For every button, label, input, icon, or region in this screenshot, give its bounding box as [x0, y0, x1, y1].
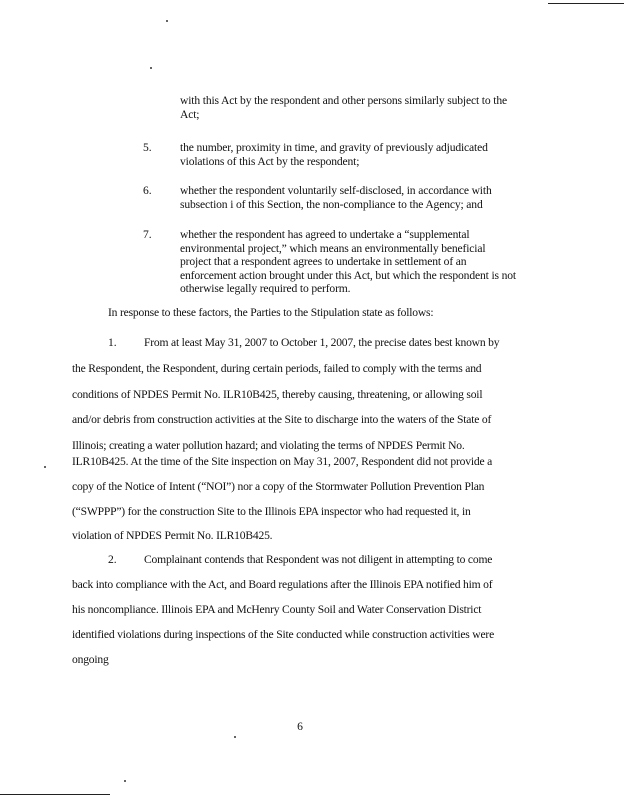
list-line: whether the respondent voluntarily self-disclosed, in accordance with	[180, 184, 492, 197]
list-line: enforcement action brought under this Act, but which the respondent is not	[180, 268, 516, 282]
scan-speck	[124, 780, 126, 782]
paragraph-number: 2.	[108, 553, 117, 566]
scan-speck	[166, 20, 168, 22]
list-line: otherwise legally required to perform.	[180, 282, 351, 295]
scan-speck	[44, 466, 46, 468]
list-line: violations of this Act by the respondent;	[180, 154, 360, 168]
list-number: 5.	[143, 141, 152, 154]
paragraph-1-line: conditions of NPDES Permit No. ILR10B425, thereby causing, threatening, or allowing soil	[72, 388, 483, 401]
list-item-continuation	[180, 94, 552, 121]
page-number: 6	[297, 720, 303, 733]
paragraph-1-line: violation of NPDES Permit No. ILR10B425.	[72, 529, 273, 542]
paragraph-1-line: From at least May 31, 2007 to October 1, 2007, the precise dates best known by	[144, 336, 500, 349]
list-number: 6.	[143, 184, 152, 197]
intro-line: In response to these factors, the Parties to the Stipulation state as follows:	[108, 306, 434, 319]
list-line: environmental project,” which means an environmentally beneficial	[180, 241, 486, 255]
paragraph-1-line: ILR10B425. At the time of the Site inspection on May 31, 2007, Respondent did not provide a	[72, 455, 493, 468]
footnote-rule	[0, 794, 110, 795]
paragraph-2-line: Complainant contends that Respondent was not diligent in attempting to come	[144, 553, 493, 566]
paragraph-number: 1.	[108, 336, 117, 349]
list-item-5	[180, 141, 552, 168]
top-right-rule	[548, 3, 624, 4]
paragraph-1-line: copy of the Notice of Intent (“NOI”) nor a copy of the Stormwater Pollution Prevention Plan	[72, 480, 485, 493]
list-line: project that a respondent agrees to undertake in settlement of an	[180, 255, 467, 268]
paragraph-1-line: the Respondent, the Respondent, during certain periods, failed to comply with the terms and	[72, 362, 482, 375]
list-line: the number, proximity in time, and gravity of previously adjudicated	[180, 141, 488, 154]
paragraph-1-line: (“SWPPP”) for the construction Site to the Illinois EPA inspector who had requested it, in	[72, 505, 471, 518]
list-line: Act;	[180, 107, 200, 121]
paragraph-2-line: his noncompliance. Illinois EPA and McHenry County Soil and Water Conservation District	[72, 603, 482, 616]
list-number: 7.	[143, 228, 152, 241]
list-line: whether the respondent has agreed to undertake a “supplemental	[180, 228, 470, 241]
paragraph-2-line: identified violations during inspections of the Site conducted while construction activities were	[72, 628, 495, 641]
list-line: with this Act by the respondent and other persons similarly subject to the	[180, 94, 507, 107]
list-item-7	[180, 228, 552, 296]
list-line: subsection i of this Section, the non-compliance to the Agency; and	[180, 197, 483, 211]
paragraph-2-line: back into compliance with the Act, and Board regulations after the Illinois EPA notified him of	[72, 578, 493, 591]
paragraph-1-line: Illinois; creating a water pollution hazard; and violating the terms of NPDES Permit No.	[72, 439, 465, 452]
paragraph-1-line: and/or debris from construction activities at the Site to discharge into the waters of the State of	[72, 413, 492, 426]
scan-speck	[150, 67, 152, 69]
list-item-6	[180, 184, 552, 211]
paragraph-2-line: ongoing	[72, 653, 109, 666]
scan-speck	[234, 736, 236, 738]
